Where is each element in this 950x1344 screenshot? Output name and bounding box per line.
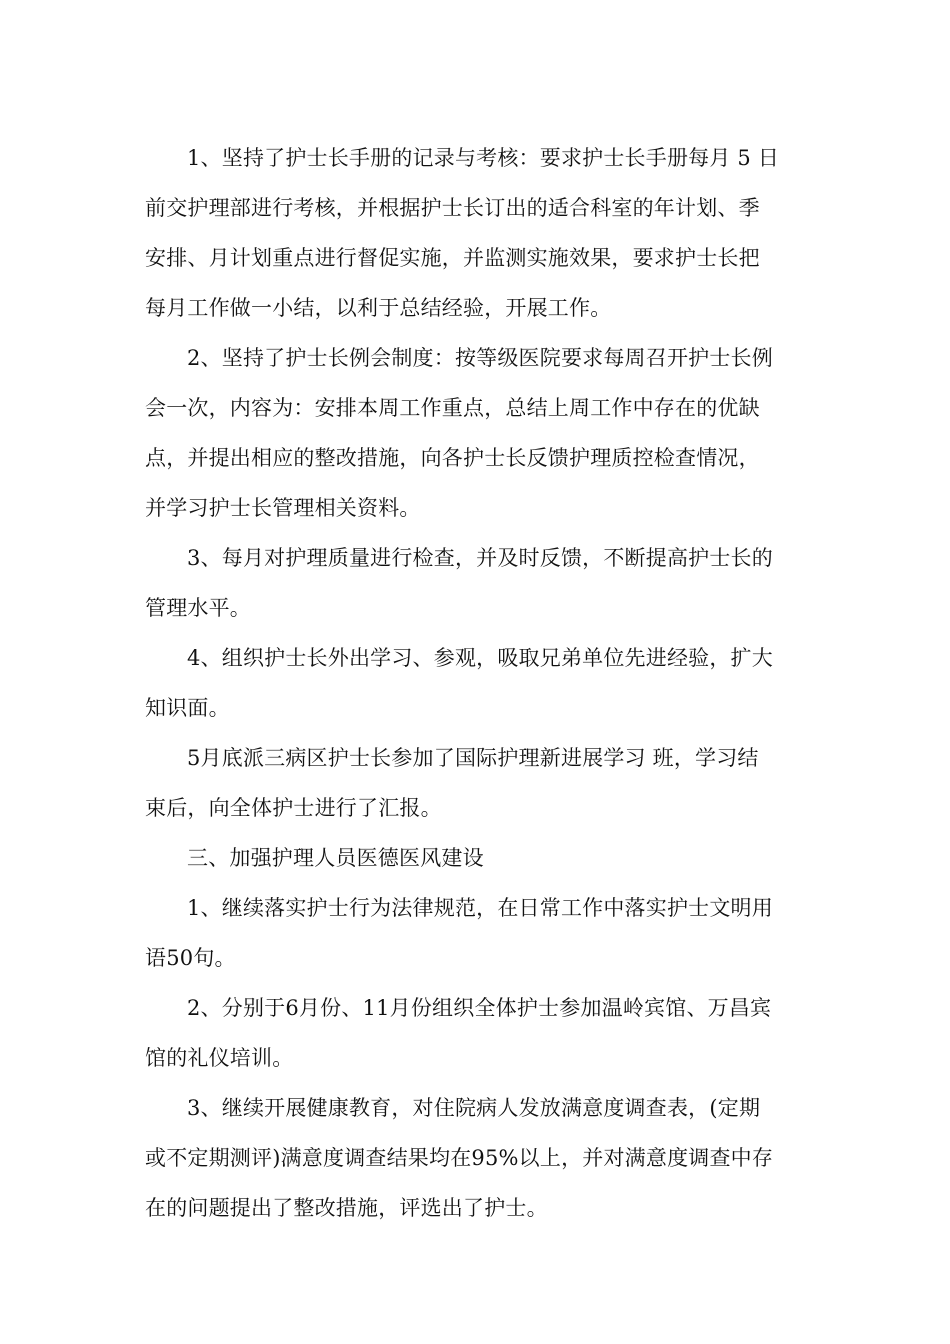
text-line: 每月工作做一小结，以利于总结经验，开展工作。 — [145, 296, 612, 320]
text-line: 在的问题提出了整改措施，评选出了护士。 — [145, 1196, 548, 1220]
paragraph-4 — [145, 633, 810, 733]
text-line: 三、加强护理人员医德医风建设 — [187, 846, 484, 870]
text-line: 2、坚持了护士长例会制度：按等级医院要求每周召开护士长例 — [187, 346, 773, 370]
text-line: 束后，向全体护士进行了汇报。 — [145, 796, 442, 820]
paragraph-9 — [145, 1083, 810, 1233]
text-line: 并学习护士长管理相关资料。 — [145, 496, 421, 520]
text-line: 管理水平。 — [145, 596, 251, 620]
text-line: 5月底派三病区护士长参加了国际护理新进展学习 班，学习结 — [187, 746, 759, 770]
paragraph-1 — [145, 133, 810, 333]
text-line: 会一次，内容为：安排本周工作重点，总结上周工作中存在的优缺 — [145, 396, 760, 420]
text-line: 语50句。 — [145, 946, 236, 970]
text-line: 点，并提出相应的整改措施，向各护士长反馈护理质控检查情况， — [145, 446, 760, 470]
text-line: 4、组织护士长外出学习、参观，吸取兄弟单位先进经验，扩大 — [187, 646, 773, 670]
document-body — [145, 133, 810, 1233]
text-line: 3、继续开展健康教育，对住院病人发放满意度调查表，(定期 — [187, 1096, 761, 1120]
text-line: 或不定期测评)满意度调查结果均在95%以上，并对满意度调查中存 — [145, 1146, 774, 1170]
paragraph-2 — [145, 333, 810, 533]
text-line: 2、分别于6月份、11月份组织全体护士参加温岭宾馆、万昌宾 — [187, 996, 772, 1020]
text-line: 馆的礼仪培训。 — [145, 1046, 294, 1070]
paragraph-3 — [145, 533, 810, 633]
text-line: 1、继续落实护士行为法律规范，在日常工作中落实护士文明用 — [187, 896, 773, 920]
text-line: 安排、月计划重点进行督促实施，并监测实施效果，要求护士长把 — [145, 246, 760, 270]
paragraph-7 — [145, 883, 810, 983]
text-line: 1、坚持了护士长手册的记录与考核：要求护士长手册每月 5 日 — [187, 146, 780, 170]
text-line: 3、每月对护理质量进行检查，并及时反馈，不断提高护士长的 — [187, 546, 773, 570]
section-heading — [145, 833, 810, 883]
text-line: 知识面。 — [145, 696, 230, 720]
paragraph-8 — [145, 983, 810, 1083]
text-line: 前交护理部进行考核，并根据护士长订出的适合科室的年计划、季 — [145, 196, 760, 220]
paragraph-5 — [145, 733, 810, 833]
